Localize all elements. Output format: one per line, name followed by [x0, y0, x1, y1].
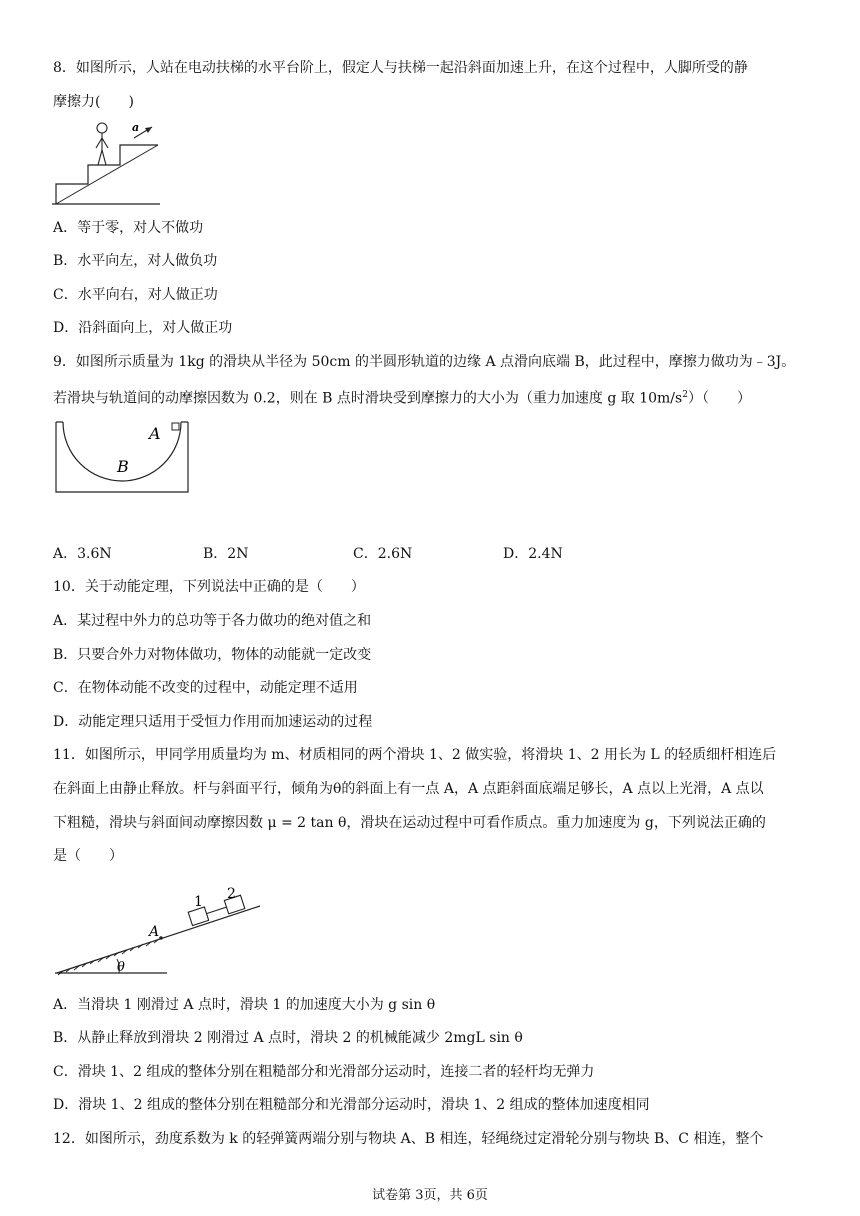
q11-option-c: C．滑块 1、2 组成的整体分别在粗糙部分和光滑部分运动时，连接二者的轻杆均无弹力 [53, 1064, 595, 1080]
q8-option-a: A．等于零，对人不做功 [53, 220, 204, 236]
q10-stem: 10．关于动能定理，下列说法中正确的是（ ） [53, 579, 365, 595]
q8-option-d: D．沿斜面向上，对人做正功 [53, 320, 233, 336]
q11-stem-line4: 是（ ） [53, 848, 123, 864]
q11-option-a: A．当滑块 1 刚滑过 A 点时，滑块 1 的加速度大小为 g sin θ [53, 997, 436, 1013]
q12-stem-line1: 12．如图所示，劲度系数为 k 的轻弹簧两端分别与物块 A、B 相连，轻绳绕过定滑轮分别与物块 B、C 相连，整个 [53, 1131, 764, 1147]
q11-option-b: B．从静止释放到滑块 2 刚滑过 A 点时，滑块 2 的机械能减少 2mgL sin θ [53, 1030, 523, 1046]
fig-label-a: a [132, 121, 140, 134]
q10-option-a: A．某过程中外力的总功等于各力做功的绝对值之和 [53, 613, 372, 629]
q10-option-c: C．在物体动能不改变的过程中，动能定理不适用 [53, 680, 358, 696]
q11-stem-line1: 11．如图所示，甲同学用质量均为 m、材质相同的两个滑块 1、2 做实验，将滑块 1、2 用长为 L 的轻质细杆相连后 [53, 747, 777, 763]
page-footer: 试卷第 3页，共 6页 [372, 1188, 488, 1203]
q11-stem-line3: 下粗糙，滑块与斜面间动摩擦因数 μ = 2 tan θ，滑块在运动过程中可看作质点。重力加速度为 g，下列说法正确的 [53, 815, 766, 831]
q9-option-d: D．2.4N [503, 546, 563, 562]
fig-label-theta: θ [117, 960, 125, 975]
q8-stem-line1: 8．如图所示，人站在电动扶梯的水平台阶上，假定人与扶梯一起沿斜面加速上升，在这个过程中，人脚所受的静 [53, 60, 748, 76]
q8-option-c: C．水平向右，对人做正功 [53, 287, 218, 303]
q11-option-d: D．滑块 1、2 组成的整体分别在粗糙部分和光滑部分运动时，滑块 1、2 组成的整体加速度相同 [53, 1097, 650, 1113]
escalator-figure [52, 118, 164, 208]
q9-option-a: A．3.6N [53, 546, 112, 562]
fig-label-B: B [117, 457, 129, 476]
fig-label-2: 2 [227, 886, 236, 902]
q9-option-c: C．2.6N [353, 546, 413, 562]
q9-option-b: B．2N [203, 546, 249, 562]
semicircle-track-figure [55, 420, 190, 495]
q9-stem-line1: 9．如图所示质量为 1kg 的滑块从半径为 50cm 的半圆形轨道的边缘 A 点滑向底端 B，此过程中，摩擦力做功为﹣3J。 [53, 354, 796, 370]
q10-option-b: B．只要合外力对物体做功，物体的动能就一定改变 [53, 647, 372, 663]
q8-option-b: B．水平向左，对人做负功 [53, 253, 218, 269]
q9-stem-line2: 若滑块与轨道间的动摩擦因数为 0.2，则在 B 点时滑块受到摩擦力的大小为（重力加速度 g 取 $10m/s^2$）（ ） [53, 390, 751, 407]
q11-stem-line2: 在斜面上由静止释放。杆与斜面平行，倾角为θ的斜面上有一点 A，A 点距斜面底端足够长，A 点以上光滑，A 点以 [53, 781, 764, 797]
q10-option-d: D．动能定理只适用于受恒力作用而加速运动的过程 [53, 714, 373, 730]
fig-label-A: A [149, 924, 160, 940]
incline-figure [55, 876, 265, 981]
fig-label-A: A [149, 424, 161, 443]
fig-label-1: 1 [194, 894, 203, 910]
q8-stem-line2: 摩擦力( ) [53, 94, 134, 110]
